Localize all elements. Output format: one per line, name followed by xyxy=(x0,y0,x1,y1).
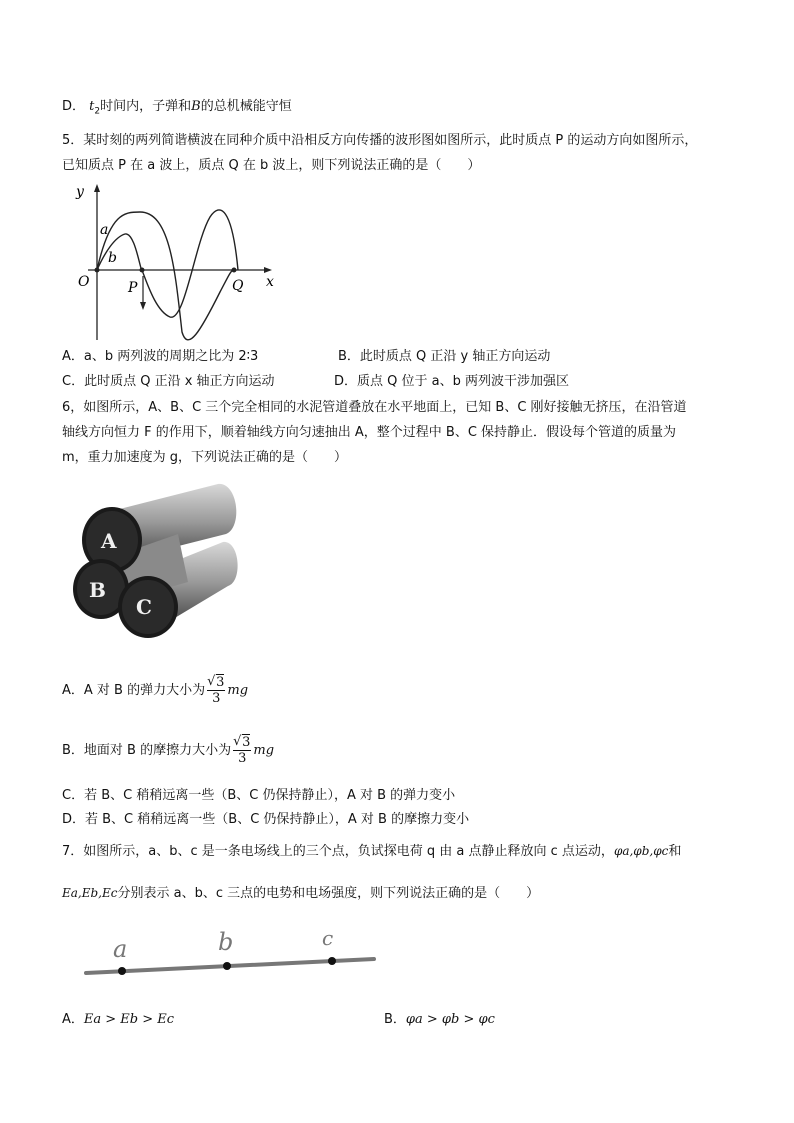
q7-stem-line2 xyxy=(62,884,539,903)
option-letter: B． xyxy=(384,1012,406,1027)
q5-option-b: B．此时质点 Q 正沿 y 轴正方向运动 xyxy=(338,349,551,364)
field-line-figure xyxy=(84,925,379,985)
point-p-label: P xyxy=(128,280,138,296)
option-text: A．A 对 B 的弹力大小为 xyxy=(62,683,206,698)
y-axis-arrow xyxy=(94,184,100,192)
wave-b-label: b xyxy=(108,250,117,266)
option-letter: D． xyxy=(62,99,86,114)
fraction xyxy=(233,735,251,766)
pipe-b-label: B xyxy=(89,578,106,602)
stem-text: 分别表示 a、b、c 三点的电势和电场强度，则下列说法正确的是（ ） xyxy=(117,886,540,901)
mg-symbol: mg xyxy=(253,743,275,758)
fraction-denominator: 3 xyxy=(238,751,247,766)
time-subscript: 2 xyxy=(94,106,101,117)
point-o xyxy=(95,268,100,273)
option-text: B．地面对 B 的摩擦力大小为 xyxy=(62,743,232,758)
mg-symbol: mg xyxy=(227,683,249,698)
body-symbol: B xyxy=(191,99,201,114)
wave-a-label: a xyxy=(100,222,109,238)
graph-x-label: x xyxy=(266,274,274,290)
stem-text-tail: 和 xyxy=(668,844,682,859)
q6-option-d: D．若 B、C 稍稍远离一些（B、C 仍保持静止），A 对 B 的摩擦力变小 xyxy=(62,812,470,827)
q6-option-b xyxy=(62,734,274,768)
point-b-label: b xyxy=(218,928,234,956)
q5-option-d: D．质点 Q 位于 a、b 两列波干涉加强区 xyxy=(334,374,569,389)
pipes-photo xyxy=(68,472,243,644)
point-a-label: a xyxy=(113,935,128,963)
q6-option-a xyxy=(62,674,248,708)
option-expression: Ea > Eb > Ec xyxy=(83,1012,175,1027)
graph-origin-label: O xyxy=(78,274,90,290)
q6-stem-line2: 轴线方向恒力 F 的作用下，顺着轴线方向匀速抽出 A，整个过程中 B、C 保持静止．假设每个管道的质量为 xyxy=(62,425,677,440)
point-a xyxy=(118,967,126,975)
wave-a xyxy=(97,212,233,340)
stem-text: 7．如图所示，a、b、c 是一条电场线上的三个点，负试探电荷 q 由 a 点静止释放向 c 点运动， xyxy=(62,844,614,859)
q6-stem-line1: 6，如图所示，A、B、C 三个完全相同的水泥管道叠放在水平地面上，已知 B、C 刚好接触无挤压，在沿管道 xyxy=(62,400,687,415)
q4-option-d xyxy=(62,98,292,121)
field-symbols: Ea,Eb,Ec xyxy=(62,886,118,900)
point-p xyxy=(140,268,145,273)
q5-option-c: C．此时质点 Q 正沿 x 轴正方向运动 xyxy=(62,374,275,389)
wave-b xyxy=(97,210,238,317)
graph-y-label: y xyxy=(76,184,84,200)
q6-option-c: C．若 B、C 稍稍远离一些（B、C 仍保持静止），A 对 B 的弹力变小 xyxy=(62,788,456,803)
fraction-numerator: 3 xyxy=(242,735,251,750)
time-symbol: t xyxy=(89,99,95,114)
potential-symbols: φa,φb,φc xyxy=(613,844,669,858)
q6-stem-line3: m，重力加速度为 g，下列说法正确的是（ ） xyxy=(62,450,348,465)
q7-option-a xyxy=(62,1011,174,1029)
option-expression: φa > φb > φc xyxy=(405,1012,495,1027)
point-q-label: Q xyxy=(232,278,244,294)
p-arrow-head xyxy=(140,302,146,310)
q7-stem-line1 xyxy=(62,842,681,861)
option-text: 时间内，子弹和 xyxy=(100,99,192,114)
point-b xyxy=(223,962,231,970)
point-c-label: c xyxy=(322,926,334,950)
q7-option-b xyxy=(384,1011,495,1029)
q5-stem-line2: 已知质点 P 在 a 波上，质点 Q 在 b 波上，则下列说法正确的是（ ） xyxy=(62,158,481,173)
fraction-denominator: 3 xyxy=(212,691,221,706)
point-q xyxy=(232,268,237,273)
fraction-numerator: 3 xyxy=(216,675,225,690)
fraction xyxy=(207,675,225,706)
option-text-tail: 的总机械能守恒 xyxy=(200,99,292,114)
option-letter: A． xyxy=(62,1012,84,1027)
q5-option-a: A．a、b 两列波的周期之比为 2∶3 xyxy=(62,349,259,364)
x-axis-arrow xyxy=(264,267,272,273)
point-c xyxy=(328,957,336,965)
pipe-a-label: A xyxy=(101,529,117,553)
wave-graph xyxy=(70,182,285,342)
q5-stem-line1: 5．某时刻的两列简谐横波在同种介质中沿相反方向传播的波形图如图所示，此时质点 P 的运动方向如图所示， xyxy=(62,133,698,148)
pipe-c-label: C xyxy=(136,595,152,619)
